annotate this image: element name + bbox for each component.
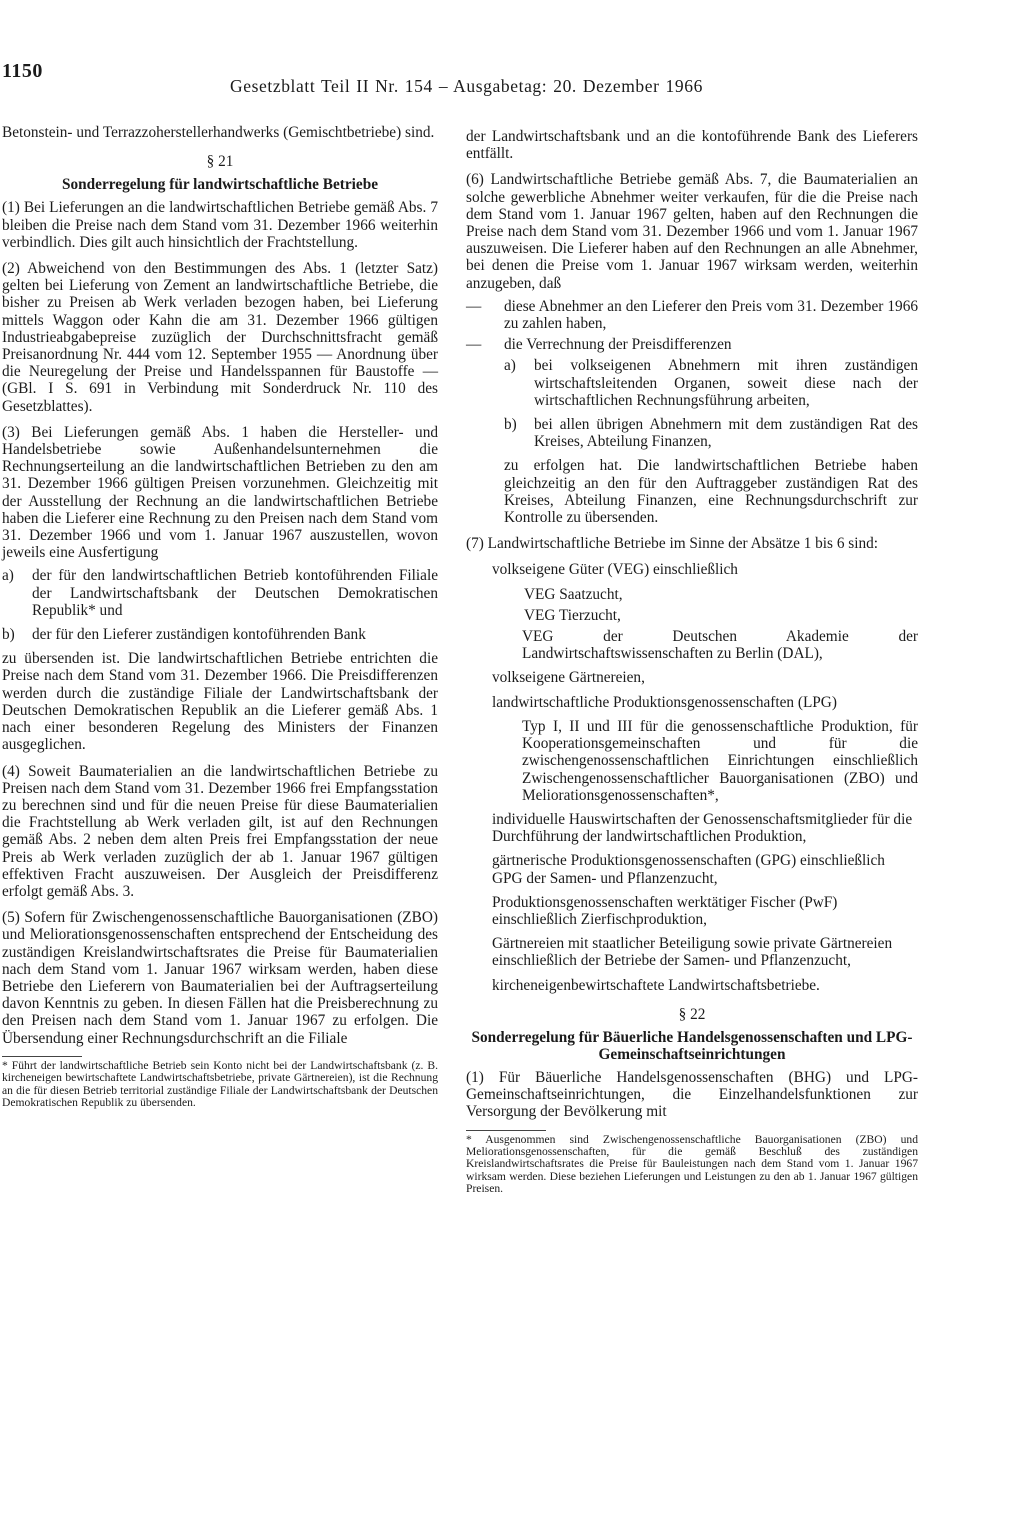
- s21-p3-item-b: [2, 626, 438, 643]
- list-item-veg-dal: VEG der Deutschen Akademie der Landwirtschaftswissenschaften zu Berlin (DAL),: [522, 628, 918, 663]
- s21-paragraph-5: (5) Sofern für Zwischengenossenschaftliche Bauorganisationen (ZBO) und Meliorationsgenossenschaften entsprechend der Entscheidung des zuständigen Kreislandwirtschaftsrates die Preise für Baumaterialien nach dem Stand vom 1. Januar 1967 wirksam werden, haben diese Betriebe den Lieferern von Baumaterialien bei der Auftragserteilung davon Kenntnis zu geben. In diesen Fällen hat die Preisberechnung zu den Preisen nach dem Stand vom 1. Januar 1967 zu erfolgen. Die Übersendung einer Rechnungsdurchschrift an die Filiale: [2, 909, 438, 1047]
- running-title: Gesetzblatt Teil II Nr. 154 – Ausgabetag: 20. Dezember 1966: [230, 76, 703, 96]
- s21-p6-dash-2: [466, 336, 918, 353]
- right-footnote: * Ausgenommen sind Zwischengenossenschaftliche Bauorganisationen (ZBO) und Meliorationsgenossenschaften, für die gemäß Beschluß des zuständigen Kreislandwirtschaftsrates die Preise für Bauleistungen nach dem Stand vom 1. Januar 1967 wirksam werden. Diese beziehen Lieferungen und Leistungen zu den ab 1. Januar 1967 gültigen Preisen.: [466, 1132, 918, 1196]
- item-label: b): [2, 626, 15, 644]
- s21-p6-sub-a: [466, 357, 918, 409]
- list-item-veg-tierzucht: VEG Tierzucht,: [524, 606, 621, 624]
- section-22-heading: Sonderregelung für Bäuerliche Handelsgenossenschaften und LPG-Gemeinschaftseinrichtungen: [471, 1028, 913, 1063]
- s21-paragraph-6-end: zu erfolgen hat. Die landwirtschaftlichen Betriebe haben gleichzeitig an den für den Auftraggeber zuständigen Rat des Kreises, Abteilung Finanzen, eine Rechnungsdurchschrift zur Kontrolle zu übersenden.: [504, 457, 918, 527]
- list-item-kircheneigen: kircheneigenbewirtschaftete Landwirtschaftsbetriebe.: [492, 976, 820, 994]
- list-item-lpg: landwirtschaftliche Produktionsgenossenschaften (LPG): [492, 693, 837, 711]
- page-header: [0, 60, 1024, 100]
- s22-paragraph-1: (1) Für Bäuerliche Handelsgenossenschaften (BHG) und LPG-Gemeinschaftseinrichtungen, die Einzelhandelsfunktionen zur Versorgung der Bevölkerung mit: [466, 1068, 918, 1121]
- intro-text: Betonstein- und Terrazzoherstellerhandwerks (Gemischtbetriebe) sind.: [2, 124, 435, 141]
- dash-text: diese Abnehmer an den Lieferer den Preis vom 31. Dezember 1966 zu zahlen haben,: [504, 297, 918, 333]
- item-label: a): [504, 357, 516, 375]
- left-column: [2, 124, 438, 1118]
- footnote-rule: [2, 1056, 82, 1057]
- s21-paragraph-3: (3) Bei Lieferungen gemäß Abs. 1 haben die Hersteller- und Handelsbetriebe sowie Außenhandelsunternehmen die Rechnungserteilung an die landwirtschaftlichen Betrieben zu den am 31. Dezember 1966 gültigen Preisen vorzunehmen. Gleichzeitig mit der Ausstellung der Rechnung an die landwirtschaftlichen Betriebe haben die Lieferer eine Rechnung zu den Preisen nach dem Stand vom 31. Dezember 1966 und vom 1. Januar 1967 auszustellen, wovon jeweils eine Ausfertigung: [2, 423, 438, 562]
- item-label: a): [2, 567, 14, 585]
- list-item-veg: volkseigene Güter (VEG) einschließlich: [492, 561, 738, 579]
- s21-paragraph-4: (4) Soweit Baumaterialien an die landwirtschaftlichen Betriebe zu Preisen nach dem Stand vom 31. Dezember 1966 frei Empfangsstation zu berechnen sind und für die neuen Preise für diese Baumaterialien die Frachtstellung ab Werk verladen gilt, ist auf den Rechnungen gemäß Abs. 2 neben dem alten Preis frei Empfangsstation der neue Preis ab Werk verladen zuzüglich der ab 1. Januar 1967 gültigen effektiven Fracht auszuweisen. Der Ausgleich der Preisdifferenz erfolgt gemäß Abs. 3.: [2, 762, 438, 900]
- item-text: der für den landwirtschaftlichen Betrieb kontoführenden Filiale der Landwirtschaftsbank der Deutschen Demokratischen Republik* und: [32, 567, 438, 619]
- list-item-veg-saatzucht: VEG Saatzucht,: [524, 585, 623, 603]
- list-item-lpg-typ: Typ I, II und III für die genossenschaftliche Produktion, für Kooperationsgemeinschaften und für die zwischengenossenschaftlichen Einrichtungen einschließlich Zwischengenossenschaftlicher Bauorganisationen (ZBO) und Meliorationsgenossenschaften*,: [522, 717, 918, 804]
- right-column: [466, 128, 918, 1205]
- s21-p3-item-a: [2, 567, 438, 619]
- s21-p6-dash-1: [466, 298, 918, 332]
- s21-paragraph-5-cont: der Landwirtschaftsbank und an die kontoführende Bank des Lieferers entfällt.: [466, 128, 918, 163]
- list-item-gpg: gärtnerische Produktionsgenossenschaften (GPG) einschließlich GPG der Samen- und Pflanzenzucht,: [492, 852, 885, 887]
- dash-text: die Verrechnung der Preisdifferenzen: [504, 336, 732, 354]
- footnote-rule: [466, 1130, 546, 1131]
- s21-paragraph-6: (6) Landwirtschaftliche Betriebe gemäß Abs. 7, die Baumaterialien an solche gewerbliche Abnehmer weiter verkaufen, für die die Preise nach dem Stand vom 1. Januar 1967 gelten, haben auf den Rechnungen die Preise nach dem Stand vom 31. Dezember 1966 und vom 1. Januar 1967 auszuweisen. Die Lieferer haben auf den Rechnungen an alle Abnehmer, bei denen die Preise vom 1. Januar 1967 wirksam werden, weiterhin anzugeben, daß: [466, 171, 918, 292]
- item-text: bei allen übrigen Abnehmern mit dem zuständigen Rat des Kreises, Abteilung Finanzen,: [534, 416, 918, 451]
- list-item-gaertnereien: volkseigene Gärtnereien,: [492, 669, 645, 687]
- s21-paragraph-2: (2) Abweichend von den Bestimmungen des Abs. 1 (letzter Satz) gelten bei Lieferung von Zement an landwirtschaftliche Betriebe, die bisher zu Preisen ab Werk verladen bezogen haben, bei Lieferung mittels Waggon oder Kahn die am 31. Dezember 1966 gültigen Industrieabgabepreise zuzüglich der Durchschnittsfracht gemäß Preisanordnung Nr. 444 vom 12. September 1955 — Anordnung über die Neuregelung der Preise und Handelsspannen für Baustoffe — (GBl. I S. 691 in Verbindung mit Sonderdruck Nr. 110 des Gesetzblattes).: [2, 260, 438, 415]
- list-item-hauswirtschaften: individuelle Hauswirtschaften der Genossenschaftsmitglieder für die Durchführung der landwirtschaftlichen Produktion,: [492, 810, 913, 846]
- item-text: bei volkseigenen Abnehmern mit ihren zuständigen wirtschaftsleitenden Organen, soweit diese nach der wirtschaftlichen Rechnungsführung arbeiten,: [534, 357, 918, 409]
- dash-label: —: [466, 336, 482, 354]
- item-text: der für den Lieferer zuständigen kontoführenden Bank: [32, 626, 366, 644]
- section-21-number: § 21: [206, 153, 234, 171]
- s21-paragraph-3-end: zu übersenden ist. Die landwirtschaftlichen Betriebe entrichten die Preise nach dem Stand vom 31. Dezember 1966. Die Preisdifferenzen werden durch die zuständige Filiale der Landwirtschaftsbank der Deutschen Demokratischen Republik an die Lieferer gemäß Abs. 1 nach einer besonderen Regelung des Ministers der Finanzen ausgeglichen.: [2, 650, 438, 754]
- page-number: 1150: [2, 60, 43, 82]
- list-item-staatlich: Gärtnereien mit staatlicher Beteiligung sowie private Gärtnereien einschließlich der Betriebe der Samen- und Pflanzenzucht,: [492, 935, 893, 970]
- section-22-number: § 22: [678, 1005, 706, 1023]
- dash-label: —: [466, 297, 482, 315]
- s21-paragraph-1: (1) Bei Lieferungen an die landwirtschaftlichen Betriebe gemäß Abs. 7 bleiben die Preise nach dem Stand vom 31. Dezember 1966 weiterhin verbindlich. Dies gilt auch hinsichtlich der Frachtstellung.: [2, 199, 438, 251]
- left-footnote: * Führt der landwirtschaftliche Betrieb sein Konto nicht bei der Landwirtschaftsbank (z. B. kircheneigen bewirtschaftete Landwirtschaftsbetriebe, private Gärtnereien), ist die Rechnung an die für diesen Betrieb territorial zuständige Filiale der Landwirtschaftsbank der Deutschen Demokratischen Republik zu übersenden.: [2, 1058, 438, 1109]
- section-21-heading: Sonderregelung für landwirtschaftliche Betriebe: [62, 176, 378, 194]
- s21-p6-sub-b: [466, 416, 918, 450]
- list-item-pwf: Produktionsgenossenschaften werktätiger Fischer (PwF) einschließlich Zierfischproduktion,: [492, 893, 838, 928]
- s21-paragraph-7: (7) Landwirtschaftliche Betriebe im Sinne der Absätze 1 bis 6 sind:: [466, 535, 879, 553]
- item-label: b): [504, 416, 517, 434]
